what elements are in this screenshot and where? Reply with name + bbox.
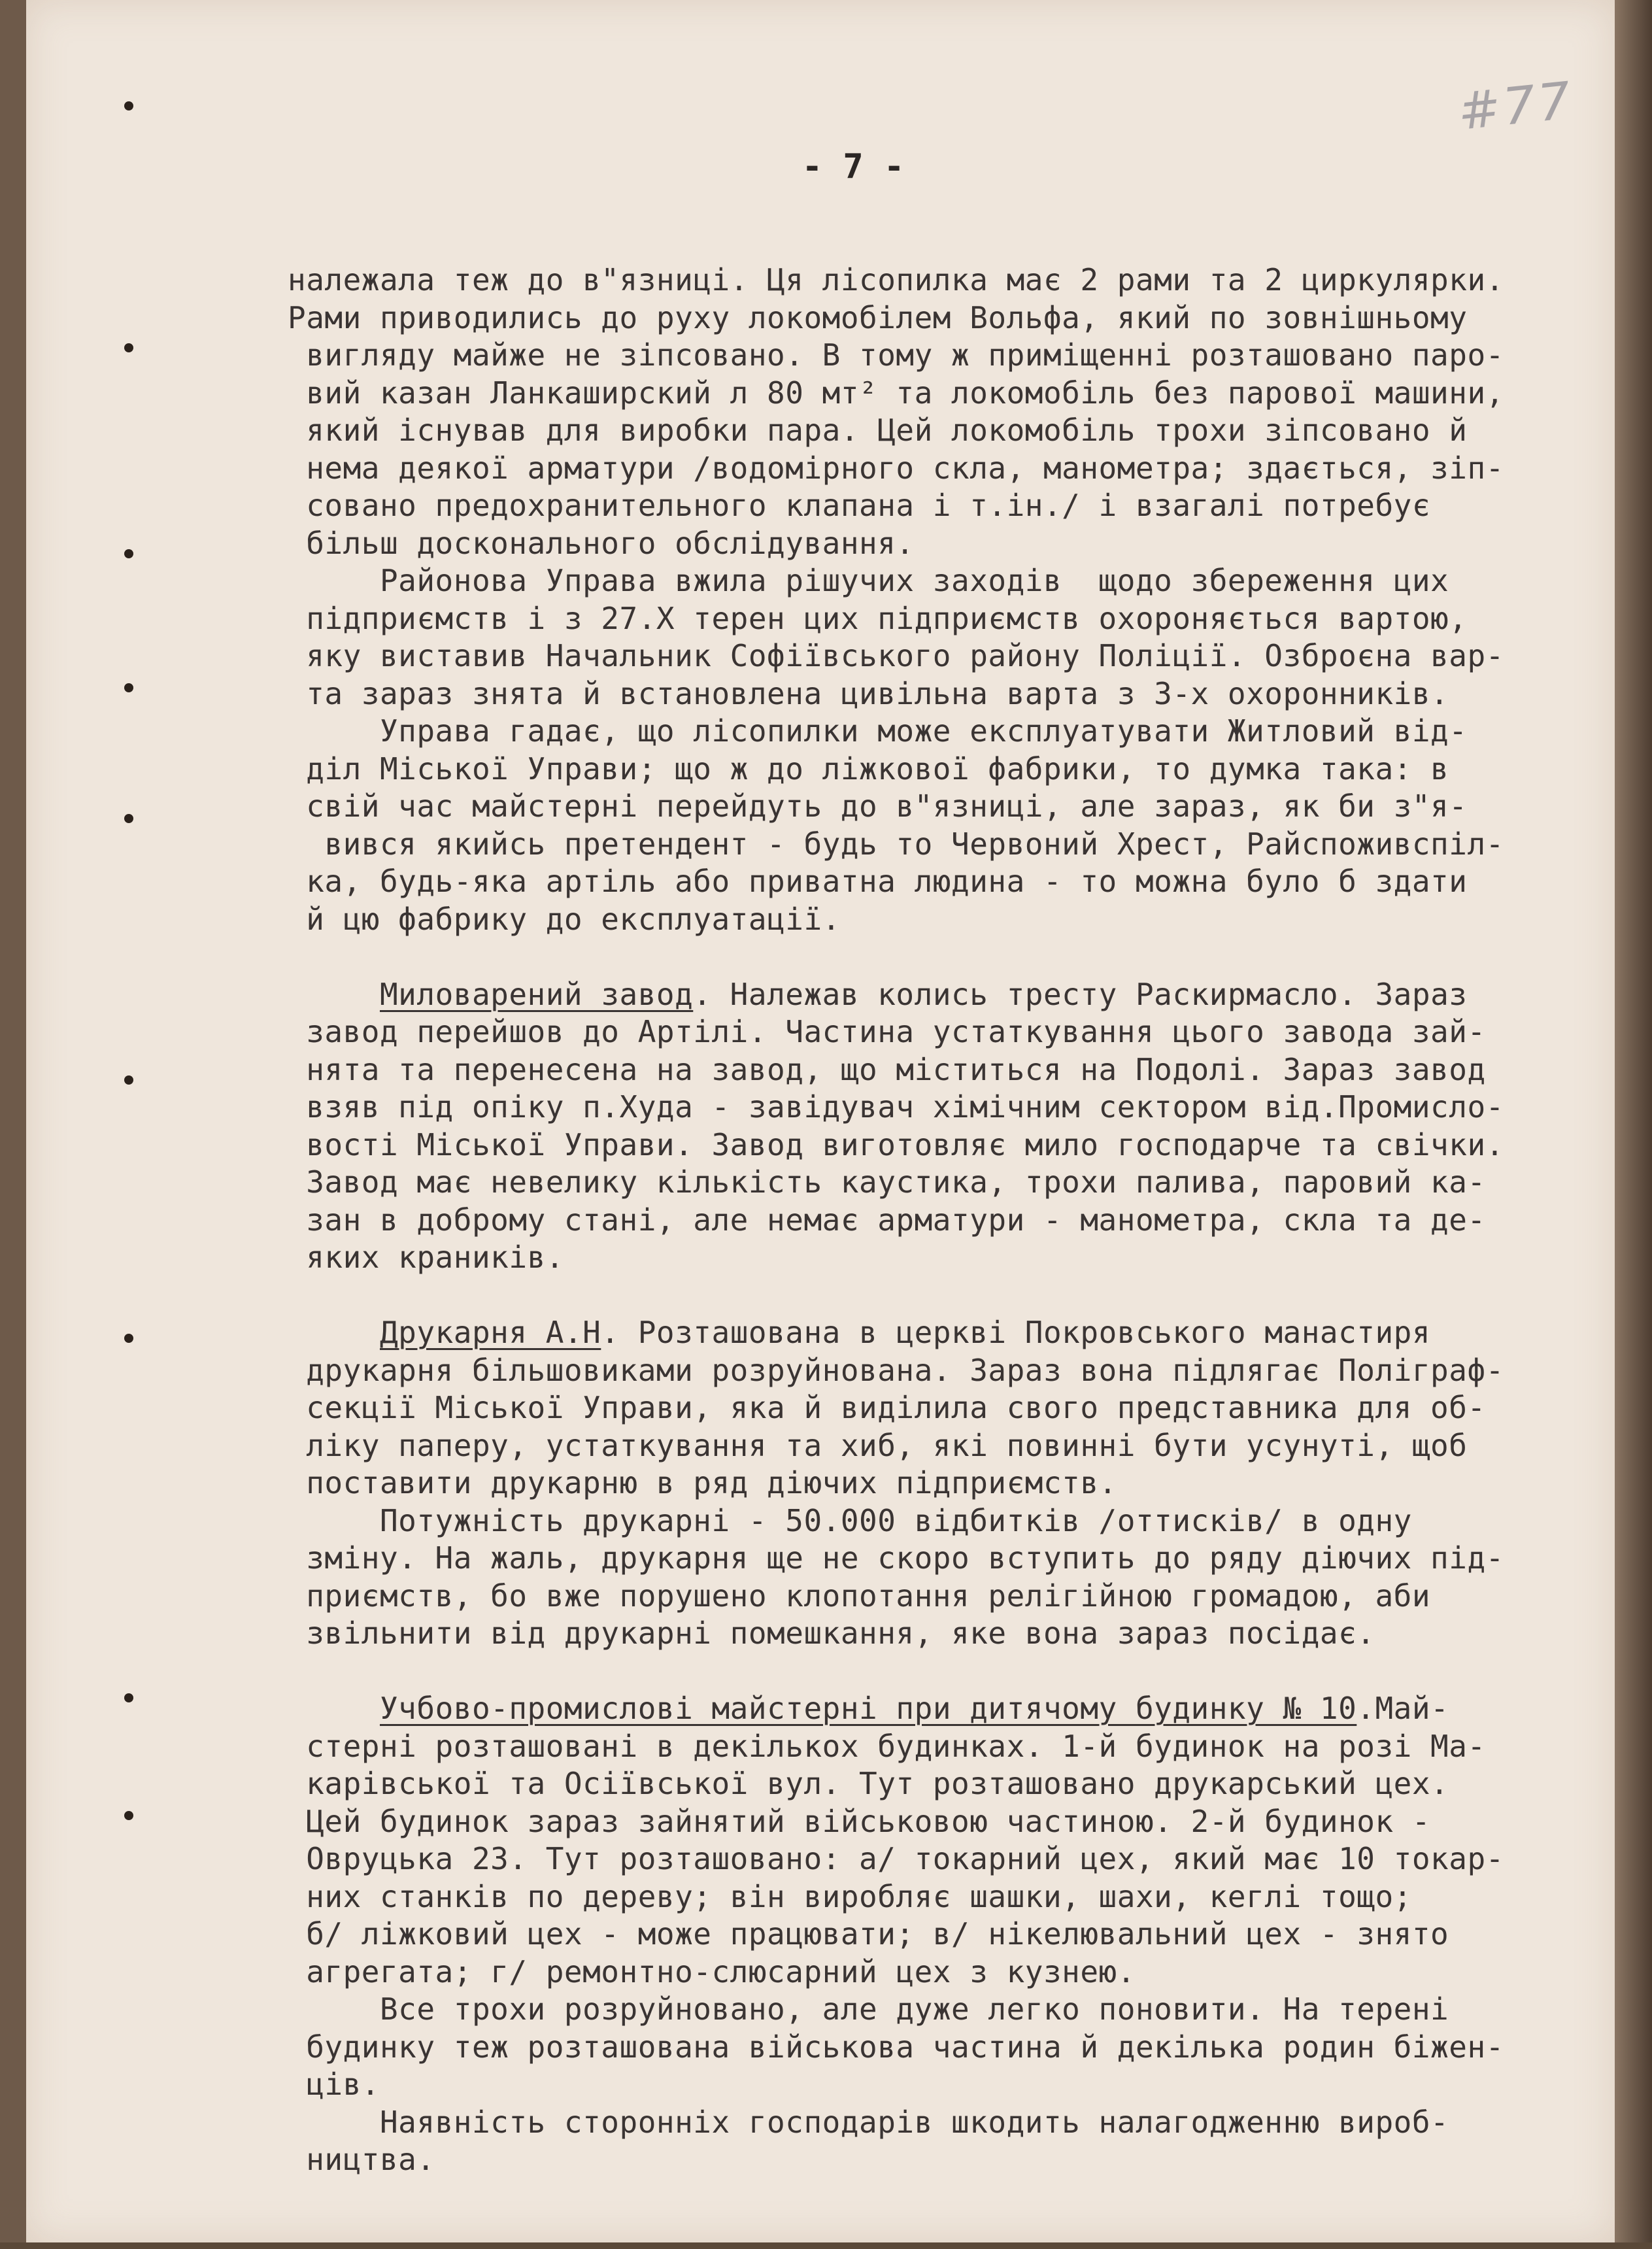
text-line: вився якийсь претендент - будь то Червоний Хрест, Райспоживспіл- [288, 826, 1504, 862]
text-line: Друкарня А.Н. Розташована в церкві Покровського манастиря [379, 1315, 1431, 1350]
text-line: Учбово-промислові майстерні при дитячому будинку № 10.Май- [379, 1691, 1449, 1726]
binding-hole [124, 1334, 133, 1343]
text-line: більш досконального обслідування. [288, 525, 915, 561]
text-line: Все трохи розруйновано, але дуже легко поновити. На терені [288, 1991, 1449, 2027]
text-line: нята та перенесена на завод, що міститься на Подолі. Зараз завод [288, 1051, 1486, 1087]
text-line: карівської та Осіївської вул. Тут розташовано друкарський цех. [288, 1766, 1449, 1801]
text-line: звільнити від друкарні помешкання, яке вона зараз посідає. [288, 1615, 1375, 1651]
text-line: належала теж до в"язниці. Ця лісопилка має 2 рами та 2 циркулярки. [288, 262, 1504, 297]
text-line: Наявність сторонніх господарів шкодить налагодженню вироб- [288, 2104, 1449, 2140]
text-line: яких краників. [288, 1240, 564, 1275]
text-line: секції Міської Управи, яка й виділила свого представника для об- [288, 1390, 1486, 1425]
text-line: Овруцька 23. Тут розташовано: а/ токарний цех, який має 10 токар- [288, 1841, 1504, 1876]
page-bottom-shadow [0, 2242, 1652, 2249]
binding-hole [124, 549, 133, 558]
text-line: будинку теж розташована військова частина й декілька родин біжен- [288, 2029, 1504, 2065]
text-line: поставити друкарню в ряд діючих підприємств. [288, 1465, 1117, 1500]
archive-number-mark: #77 [1455, 71, 1576, 142]
text-line: совано предохранительного клапана і т.ін./ і взагалі потребує [288, 488, 1431, 523]
text-line: й цю фабрику до експлуатації. [288, 901, 841, 937]
text-line: ців. [288, 2067, 380, 2102]
text-line: свій час майстерні перейдуть до в"язниці, але зараз, як би з"я- [288, 788, 1468, 824]
text-line: Управа гадає, що лісопилки може експлуатувати Житловий від- [288, 713, 1468, 749]
binding-hole [124, 814, 133, 823]
text-line: ництва. [288, 2142, 435, 2177]
text-line: та зараз знята й встановлена цивільна варта з 3-х охоронників. [288, 675, 1449, 711]
text-line: зан в доброму стані, але немає арматури - манометра, скла та де- [288, 1202, 1486, 1238]
text-line: Потужність друкарні - 50.000 відбитків /оттисків/ в одну [288, 1502, 1412, 1538]
binding-hole [124, 1811, 133, 1820]
text-line: вигляду майже не зіпсовано. В тому ж приміщенні розташовано паро- [288, 337, 1504, 373]
text-line: Завод має невелику кількість каустика, трохи палива, паровий ка- [288, 1164, 1486, 1200]
text-line: вий казан Ланкаширский л 80 мт² та локомобіль без парової машини, [288, 375, 1504, 411]
text-line: б/ ліжковий цех - може працювати; в/ нікелювальний цех - знято [288, 1916, 1449, 1952]
section-heading: Друкарня А.Н [379, 1315, 601, 1350]
text-line: завод перейшов до Артілі. Частина устаткування цього завода зай- [288, 1014, 1486, 1049]
binding-hole [124, 683, 133, 692]
text-line: Рами приводились до руху локомобілем Вольфа, який по зовнішньому [288, 299, 1468, 335]
text-line: взяв під опіку п.Худа - завідувач хімічним сектором від.Промисло- [288, 1089, 1504, 1124]
text-line: який існував для виробки пара. Цей локомобіль трохи зіпсовано й [288, 413, 1468, 448]
section-heading: Учбово-промислові майстерні при дитячому будинку № 10 [379, 1691, 1357, 1726]
section-heading: Миловарений завод [379, 976, 694, 1012]
text-line: ка, будь-яка артіль або приватна людина - то можна було б здати [288, 864, 1468, 899]
binding-hole [124, 343, 133, 352]
binding-hole [124, 1693, 133, 1702]
text-line: Цей будинок зараз зайнятий військовою частиною. 2-й будинок - [288, 1803, 1431, 1839]
page-edge-shadow [1615, 0, 1652, 2249]
text-line: яку виставив Начальник Софіївського району Поліції. Озброєна вар- [288, 638, 1504, 673]
text-line: приємств, бо вже порушено клопотання релігійною громадою, аби [288, 1578, 1431, 1614]
binding-hole [124, 101, 133, 110]
page-number: - 7 - [801, 147, 905, 186]
text-line: них станків по дереву; він виробляє шашки, шахи, кеглі тощо; [288, 1878, 1412, 1914]
binding-hole [124, 1075, 133, 1085]
text-line: друкарня більшовиками розруйнована. Зараз вона підлягає Поліграф- [288, 1352, 1504, 1388]
text-line: ліку паперу, устаткування та хиб, які повинні бути усунуті, щоб [288, 1427, 1468, 1463]
text-line: зміну. На жаль, друкарня ще не скоро вступить до ряду діючих під- [288, 1540, 1504, 1576]
text-line: підприємств і з 27.Х терен цих підприємств охороняється вартою, [288, 600, 1468, 636]
text-line: нема деякої арматури /водомірного скла, манометра; здається, зіп- [288, 450, 1504, 486]
text-line: стерні розташовані в декількох будинках. 1-й будинок на розі Ма- [288, 1728, 1486, 1764]
text-line: Миловарений завод. Належав колись тресту Раскирмасло. Зараз [379, 976, 1468, 1012]
text-line: діл Міської Управи; що ж до ліжкової фабрики, то думка така: в [288, 751, 1449, 786]
text-line: агрегата; г/ ремонтно-слюсарний цех з кузнею. [288, 1953, 1136, 1989]
text-line: Районова Управа вжила рішучих заходів щодо збереження цих [288, 563, 1449, 598]
text-line: вості Міської Управи. Завод виготовляє мило господарче та свічки. [288, 1126, 1504, 1162]
